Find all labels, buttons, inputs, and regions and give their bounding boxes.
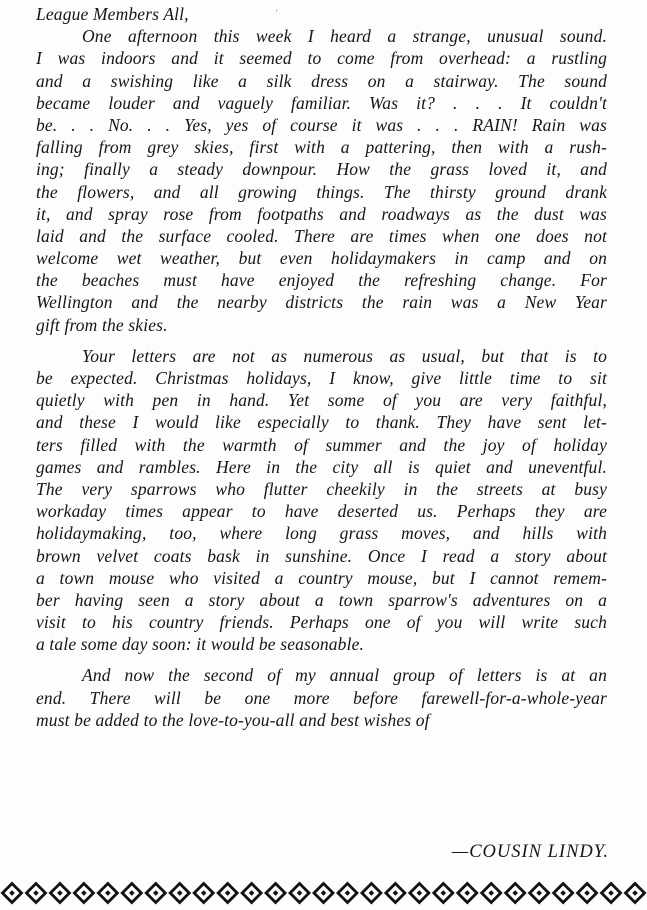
paragraph-line: ber having seen a story about a town sparrow's adventures on a bbox=[36, 589, 607, 610]
paragraph-line: Wellington and the nearby districts the rain was a New Year bbox=[36, 292, 607, 313]
border-diamond-icon bbox=[384, 882, 407, 905]
paragraph-line: workaday times appear to have deserted us. Perhaps they are bbox=[36, 501, 607, 522]
paragraph-line: end. There will be one more before farewell-for-a-whole-year bbox=[36, 687, 607, 708]
paragraph-line: and a swishing like a silk dress on a stairway. The sound bbox=[36, 70, 607, 91]
paragraph-2 bbox=[36, 345, 607, 656]
border-diamond-icon bbox=[168, 882, 191, 905]
border-diamond-icon bbox=[456, 882, 479, 905]
paragraph-line: The very sparrows who flutter cheekily in the streets at busy bbox=[36, 478, 607, 499]
paragraph-line: games and rambles. Here in the city all is quiet and uneventful. bbox=[36, 456, 607, 477]
paragraph-line: be expected. Christmas holidays, I know, give little time to sit bbox=[36, 368, 607, 388]
paragraph-line: Your letters are not as numerous as usual, but that is to bbox=[82, 345, 607, 366]
border-diamond-icon bbox=[552, 882, 575, 905]
border-diamond-icon bbox=[480, 882, 503, 905]
border-diamond-icon bbox=[528, 882, 551, 905]
paragraph-1 bbox=[36, 25, 607, 336]
border-diamond-icon bbox=[120, 882, 143, 905]
paragraph-line: it, and spray rose from footpaths and roadways as the dust was bbox=[36, 203, 607, 224]
border-diamond-icon bbox=[264, 882, 287, 905]
paragraph-line: became louder and vaguely familiar. Was it? . . . It couldn't bbox=[36, 92, 607, 113]
paragraph-line: the beaches must have enjoyed the refreshing change. For bbox=[36, 270, 607, 291]
border-diamond-icon bbox=[624, 882, 647, 905]
paragraph-line: visit to his country friends. Perhaps one of you will write such bbox=[36, 612, 607, 633]
paragraph-line: And now the second of my annual group of letters is at an bbox=[82, 665, 607, 686]
paragraph-line: must be added to the love-to-you-all and best wishes of bbox=[36, 709, 430, 730]
border-diamond-icon bbox=[144, 882, 167, 905]
paragraph-line: and these I would like especially to thank. They have sent let- bbox=[36, 412, 607, 433]
print-speck-mark: ' bbox=[276, 8, 278, 18]
paragraph-line: be. . . No. . . Yes, yes of course it was . . . RAIN! Rain was bbox=[36, 114, 607, 135]
border-diamond-icon bbox=[48, 882, 71, 905]
paragraph-line: ters filled with the warmth of summer and the joy of holiday bbox=[36, 434, 607, 455]
letter-body bbox=[36, 3, 607, 731]
border-diamond-icon bbox=[240, 882, 263, 905]
border-diamond-icon bbox=[1, 882, 24, 905]
border-diamond-icon bbox=[72, 882, 95, 905]
paragraph-line: I was indoors and it seemed to come from overhead: a rustling bbox=[36, 48, 607, 69]
border-diamond-icon bbox=[312, 882, 335, 905]
border-diamond-icon bbox=[216, 882, 239, 905]
diamond-border-ornament bbox=[0, 880, 647, 906]
salutation: League Members All, bbox=[36, 4, 189, 24]
paragraph-gap bbox=[36, 336, 607, 345]
paragraph-line: One afternoon this week I heard a strange, unusual sound. bbox=[82, 26, 607, 47]
border-diamond-icon bbox=[24, 882, 47, 905]
paragraph-line: falling from grey skies, first with a pattering, then with a rush- bbox=[36, 137, 607, 158]
paragraph-gap bbox=[36, 655, 607, 664]
border-diamond-icon bbox=[288, 882, 311, 905]
paragraph-line: a tale some day soon: it would be seasonable. bbox=[36, 634, 365, 655]
border-diamond-icon bbox=[96, 882, 119, 905]
paragraph-line: gift from the skies. bbox=[36, 314, 168, 335]
border-diamond-icon bbox=[192, 882, 215, 905]
paragraph-line: laid and the surface cooled. There are times when one does not bbox=[36, 225, 607, 246]
paragraph-line: ing; finally a steady downpour. How the grass loved it, and bbox=[36, 159, 607, 180]
signature: —COUSIN LINDY. bbox=[451, 842, 609, 862]
paragraph-line: holidaymaking, too, where long grass moves, and hills with bbox=[36, 523, 607, 544]
border-diamond-icon bbox=[360, 882, 383, 905]
paragraph-line: welcome wet weather, but even holidaymakers in camp and on bbox=[36, 248, 607, 269]
border-diamond-icon bbox=[600, 882, 623, 905]
border-diamond-icon bbox=[576, 882, 599, 905]
paragraph-line: the flowers, and all growing things. The thirsty ground drank bbox=[36, 181, 607, 202]
paragraph-line: a town mouse who visited a country mouse, but I cannot remem- bbox=[36, 567, 607, 588]
paragraph-line: quietly with pen in hand. Yet some of you are very faithful, bbox=[36, 390, 607, 411]
border-diamond-icon bbox=[504, 882, 527, 905]
paragraph-line: brown velvet coats bask in sunshine. Once I read a story about bbox=[36, 545, 607, 566]
border-diamond-icon bbox=[432, 882, 455, 905]
border-diamond-icon bbox=[408, 882, 431, 905]
paragraph-3 bbox=[36, 664, 607, 731]
border-diamond-icon bbox=[336, 882, 359, 905]
